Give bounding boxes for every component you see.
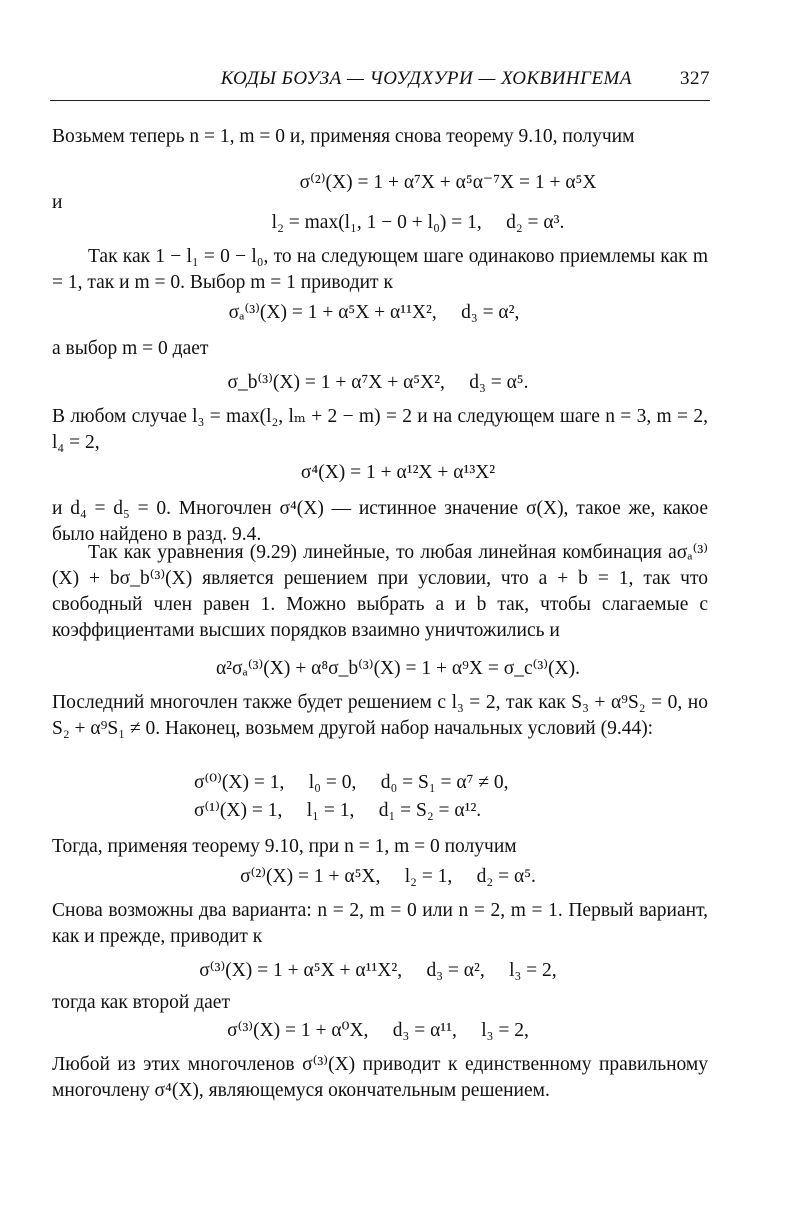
paragraph-5: и d₄ = d₅ = 0. Многочлен σ⁴(X) — истинное значение σ(X), такое же, какое было найдено в разд. 9.4. — [52, 498, 708, 545]
paragraph-8: Тогда, применяя теорему 9.10, при n = 1, m = 0 получим — [52, 836, 517, 857]
equation-7: σ⁽⁰⁾(X) = 1, l₀ = 0, d₀ = S₁ = α⁷ ≠ 0, — [194, 772, 509, 793]
paragraph-4: В любом случае l₃ = max(l₂, lₘ + 2 − m) = 2 и на следующем шаге n = 3, m = 2, l₄ = 2, — [52, 406, 708, 453]
running-header — [50, 66, 710, 101]
conjunction-and: и — [52, 192, 63, 213]
equation-11: σ⁽³⁾(X) = 1 + α⁰X, d₃ = α¹¹, l₃ = 2, — [227, 1020, 529, 1041]
paragraph-1: Возьмем теперь n = 1, m = 0 и, применяя снова теорему 9.10, получим — [52, 126, 635, 147]
equation-10: σ⁽³⁾(X) = 1 + α⁵X + α¹¹X², d₃ = α², l₃ = 2, — [199, 960, 557, 981]
paragraph-2: Так как 1 − l₁ = 0 − l₀, то на следующем шаге одинаково приемлемы как m = 1, так и m = 0. Выбор m = 1 приводит к — [52, 246, 708, 293]
paragraph-7: Последний многочлен также будет решением с l₃ = 2, так как S₃ + α⁹S₂ = 0, но S₂ + α⁹S₁ ≠ 0. Наконец, возьмем другой набор начальных условий (9.44): — [52, 692, 708, 739]
equation-4: σ_b⁽³⁾(X) = 1 + α⁷X + α⁵X², d₃ = α⁵. — [227, 372, 529, 393]
equation-9: σ⁽²⁾(X) = 1 + α⁵X, l₂ = 1, d₂ = α⁵. — [240, 866, 536, 887]
equation-5: σ⁴(X) = 1 + α¹²X + α¹³X² — [300, 462, 496, 483]
page-number: 327 — [680, 68, 710, 89]
paragraph-6: Так как уравнения (9.29) линейные, то любая линейная комбинация aσₐ⁽³⁾(X) + bσ_b⁽³⁾(X) является решением при условии, что a + b = 1, так что свободный член равен 1. Можно выбрать a и b так, чтобы слагаемые с коэффициентами высших порядков взаимно уничтожились и — [52, 542, 708, 641]
equation-8: σ⁽¹⁾(X) = 1, l₁ = 1, d₁ = S₂ = α¹². — [194, 800, 482, 821]
equation-6: α²σₐ⁽³⁾(X) + α⁸σ_b⁽³⁾(X) = 1 + α⁹X = σ_c⁽³⁾(X). — [215, 658, 581, 679]
equation-1: σ⁽²⁾(X) = 1 + α⁷X + α⁵α⁻⁷X = 1 + α⁵X — [299, 172, 597, 193]
running-title: КОДЫ БОУЗА — ЧОУДХУРИ — ХОКВИНГЕМА — [220, 68, 632, 89]
paragraph-3: а выбор m = 0 дает — [52, 338, 209, 359]
paragraph-11: Любой из этих многочленов σ⁽³⁾(X) приводит к единственному правильному многочлену σ⁴(X), являющемуся окончательным решением. — [52, 1054, 708, 1101]
paragraph-9: Снова возможны два варианта: n = 2, m = 0 или n = 2, m = 1. Первый вариант, как и прежде, приводит к — [52, 900, 708, 947]
paragraph-10: тогда как второй дает — [52, 992, 230, 1013]
equation-2: l₂ = max(l₁, 1 − 0 + l₀) = 1, d₂ = α³. — [271, 212, 565, 233]
equation-3: σₐ⁽³⁾(X) = 1 + α⁵X + α¹¹X², d₃ = α², — [228, 302, 520, 323]
